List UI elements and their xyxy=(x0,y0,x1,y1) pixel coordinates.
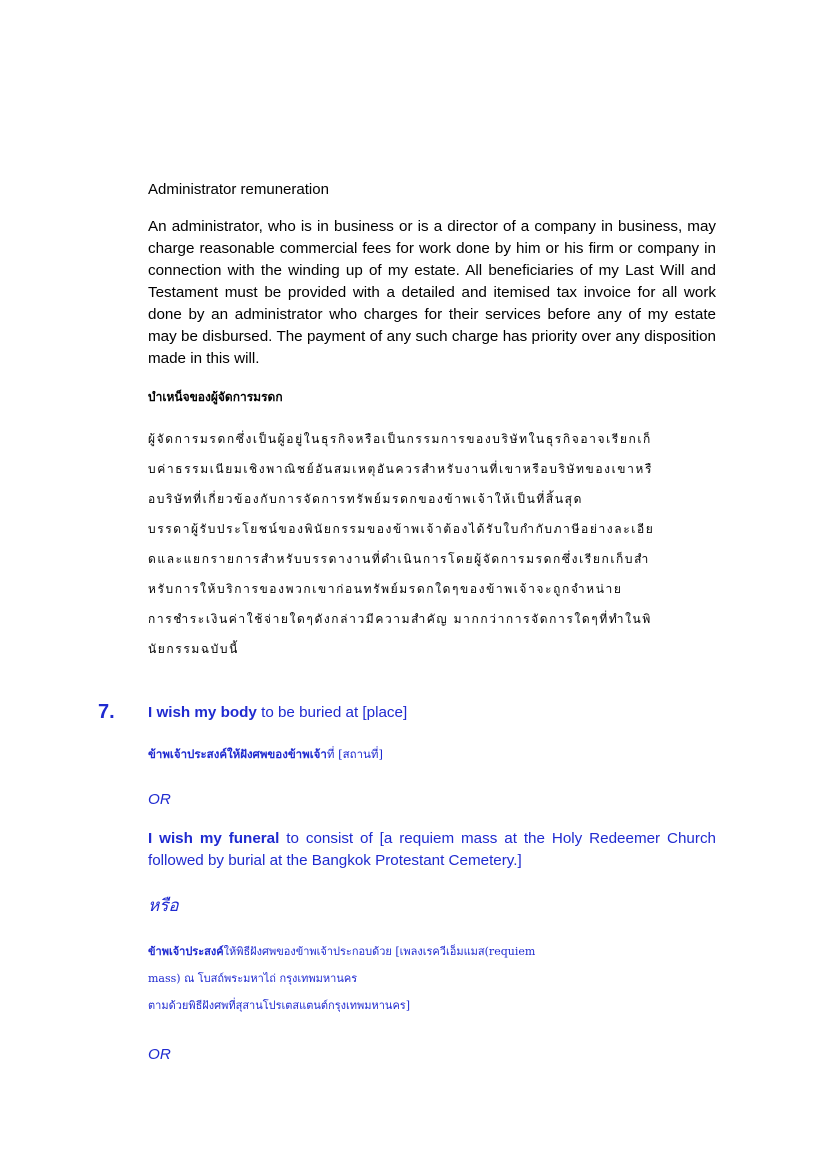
funeral-thai-line: ตามด้วยพิธีฝังศพที่สุสานโปรเตสแตนต์กรุงเทพมหานคร] xyxy=(148,999,410,1012)
clause-7-title-bold: I wish my body xyxy=(148,704,257,721)
remuneration-paragraph: An administrator, who is in business or is a director of a company in business, may charge reasonable commercial fees for work done by him or his firm or company in connection with the winding up of my estate. All beneficiaries of my Last Will and Testament must be provided with a detailed and itemised tax invoice for all work done by an administrator who charges for their services before any of my estate may be disbursed. The payment of any such charge has priority over any disposition made in this will. xyxy=(148,218,716,367)
thai-line: นัยกรรมฉบับนี้ xyxy=(148,642,239,656)
clause-7-title-rest: to be buried at [place] xyxy=(256,704,408,721)
clause-7-thai xyxy=(148,746,383,764)
funeral-paragraph xyxy=(148,828,716,872)
clause-7-thai-bold: ข้าพเจ้าประสงค์ให้ฝังศพของข้าพเจ้า xyxy=(148,747,327,761)
clause-number: 7. xyxy=(98,701,115,723)
thai-line: อบริษัทที่เกี่ยวข้องกับการจัดการทรัพย์มรดกของข้าพเจ้าให้เป็นที่สิ้นสุด xyxy=(148,492,583,506)
thai-line: หรับการให้บริการของพวกเขาก่อนทรัพย์มรดกใดๆของข้าพเจ้าจะถูกจำหน่าย xyxy=(148,582,623,596)
thai-line: บค่าธรรมเนียมเชิงพาณิชย์อันสมเหตุอันควรสำหรับงานที่เขาหรือบริษัทของเขาหรื xyxy=(148,462,653,476)
or-thai-separator: หรือ xyxy=(148,896,179,916)
thai-line: บรรดาผู้รับประโยชน์ของพินัยกรรมของข้าพเจ้าต้องได้รับใบกำกับภาษีอย่างละเอีย xyxy=(148,522,655,536)
funeral-rest: to consist of [a requiem mass at the Holy Redeemer Church followed by burial at the Bangkok Protestant Cemetery.] xyxy=(148,830,716,869)
funeral-thai-line xyxy=(148,938,535,965)
funeral-thai-paragraph xyxy=(148,938,535,1019)
thai-line: การชำระเงินค่าใช้จ่ายใดๆดังกล่าวมีความสำคัญ มากกว่าการจัดการใดๆที่ทำในพิ xyxy=(148,612,652,626)
funeral-thai-rest: ให้พิธีฝังศพของข้าพเจ้าประกอบด้วย [เพลงเรควีเอ็มแมส(requiem xyxy=(223,945,536,958)
or-separator: OR xyxy=(148,1046,171,1063)
remuneration-thai-heading: บำเหน็จของผู้จัดการมรดก xyxy=(148,390,283,404)
funeral-bold: I wish my funeral xyxy=(148,830,280,847)
funeral-thai-bold: ข้าพเจ้าประสงค์ xyxy=(148,945,224,958)
funeral-thai-line: mass) ณ โบสถ์พระมหาไถ่ กรุงเทพมหานคร xyxy=(148,972,358,985)
remuneration-thai-paragraph xyxy=(148,430,716,670)
or-separator: OR xyxy=(148,791,171,808)
clause-7-thai-rest: ที่ [สถานที่] xyxy=(326,747,383,761)
thai-line: ผู้จัดการมรดกซึ่งเป็นผู้อยู่ในธุรกิจหรือเป็นกรรมการของบริษัทในธุรกิจอาจเรียกเก็ xyxy=(148,432,652,446)
remuneration-heading: Administrator remuneration xyxy=(148,181,329,198)
clause-7-title xyxy=(148,704,407,721)
thai-line: ดและแยกรายการสำหรับบรรดางานที่ดำเนินการโดยผู้จัดการมรดกซึ่งเรียกเก็บสำ xyxy=(148,552,650,566)
